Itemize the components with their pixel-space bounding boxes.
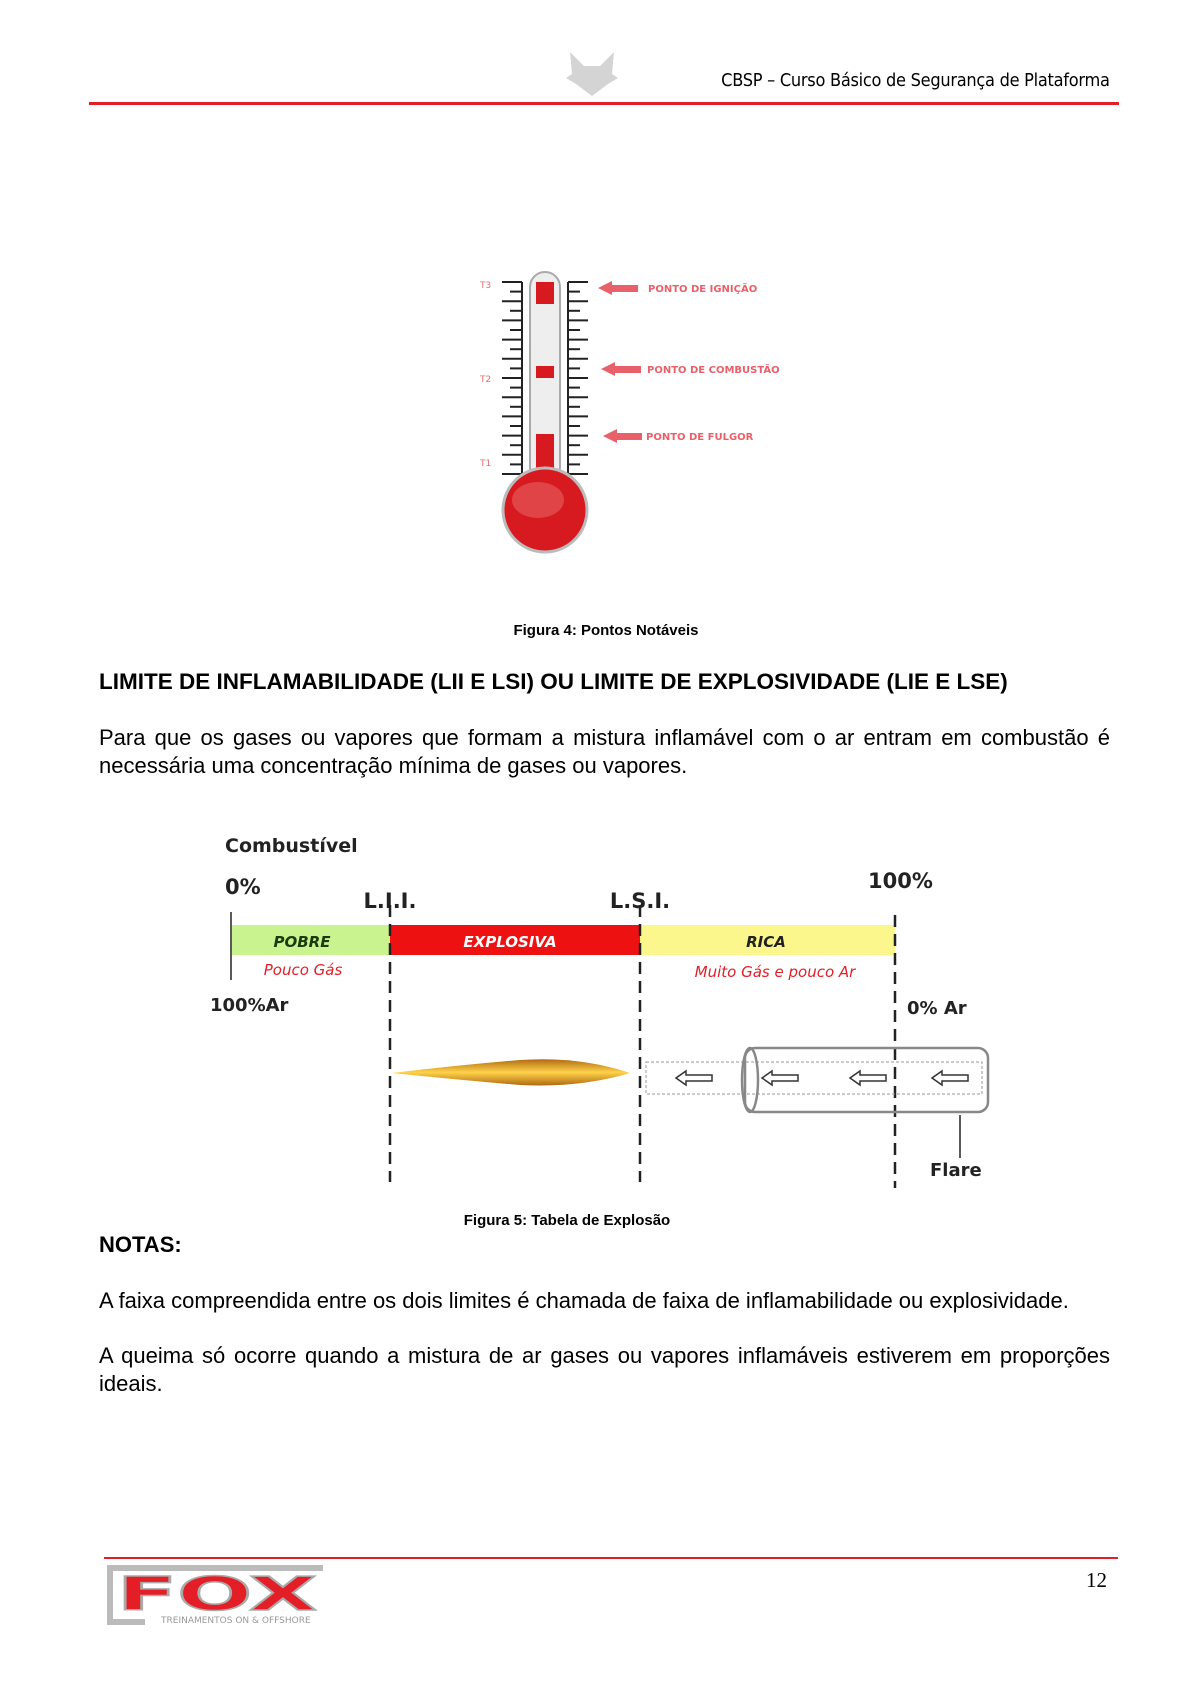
- point-flash: PONTO DE FULGOR: [646, 432, 754, 443]
- intro-paragraph: Para que os gases ou vapores que formam a mistura inflamável com o ar entram em combustão é necessária uma concentração mínima de gases ou vapores.: [99, 725, 1110, 778]
- figure4-caption: Figura 4: Pontos Notáveis: [513, 622, 699, 639]
- label-t1: T1: [480, 459, 492, 469]
- lsi-label: L.S.I.: [609, 889, 671, 913]
- header-title: CBSP – Curso Básico de Segurança de Plataforma: [721, 70, 1110, 91]
- muito-gas-label: Muito Gás e pouco Ar: [694, 963, 856, 981]
- point-ignition: PONTO DE IGNIÇÃO: [648, 284, 758, 295]
- fox-watermark-icon: [560, 50, 624, 98]
- combustivel-label: Combustível: [225, 835, 358, 857]
- notes-title: NOTAS:: [99, 1232, 182, 1257]
- zero-percent-label: 0%: [225, 875, 261, 899]
- label-t3: T3: [480, 281, 492, 291]
- hundred-percent-label: 100%: [868, 869, 933, 893]
- flare-label: Flare: [930, 1160, 982, 1181]
- arrow-icon: [603, 429, 642, 443]
- figure5-caption: Figura 5: Tabela de Explosão: [463, 1212, 671, 1229]
- notes-paragraph-1: A faixa compreendida entre os dois limites é chamada de faixa de inflamabilidade ou explosividade.: [99, 1288, 1069, 1313]
- ar-100-label: 100%Ar: [210, 995, 289, 1016]
- flame-icon: [392, 1059, 630, 1085]
- arrow-left-icon: [932, 1071, 968, 1085]
- notes-paragraph-2: A queima só ocorre quando a mistura de ar gases ou vapores inflamáveis estiverem em proporções ideais.: [99, 1343, 1110, 1396]
- arrow-left-icon: [850, 1071, 886, 1085]
- arrow-icon: [598, 281, 638, 295]
- explosion-table-figure: [0, 820, 1191, 1200]
- arrow-icon: [601, 362, 641, 376]
- label-t2: T2: [480, 375, 492, 385]
- pobre-label: POBRE: [273, 933, 331, 951]
- explosiva-label: EXPLOSIVA: [463, 933, 557, 951]
- footer-divider: [104, 1557, 1118, 1559]
- arrow-left-icon: [762, 1071, 798, 1085]
- page-number: 12: [1086, 1568, 1107, 1592]
- header-divider: [89, 102, 1119, 105]
- pouco-gas-label: Pouco Gás: [263, 961, 343, 979]
- ar-0-label: 0% Ar: [907, 998, 967, 1019]
- section-heading: LIMITE DE INFLAMABILIDADE (LII E LSI) OU LIMITE DE EXPLOSIVIDADE (LIE E LSE): [99, 669, 1008, 694]
- svg-text:TREINAMENTOS ON & OFFSHORE: TREINAMENTOS ON & OFFSHORE: [161, 1616, 311, 1626]
- point-combustion: PONTO DE COMBUSTÃO: [647, 365, 780, 376]
- fox-logo: [105, 1563, 345, 1627]
- arrow-left-icon: [676, 1071, 712, 1085]
- thermometer-figure: [460, 262, 800, 562]
- svg-text:FOX: FOX: [117, 1567, 317, 1621]
- rica-label: RICA: [746, 933, 786, 951]
- lii-label: L.I.I.: [363, 889, 417, 913]
